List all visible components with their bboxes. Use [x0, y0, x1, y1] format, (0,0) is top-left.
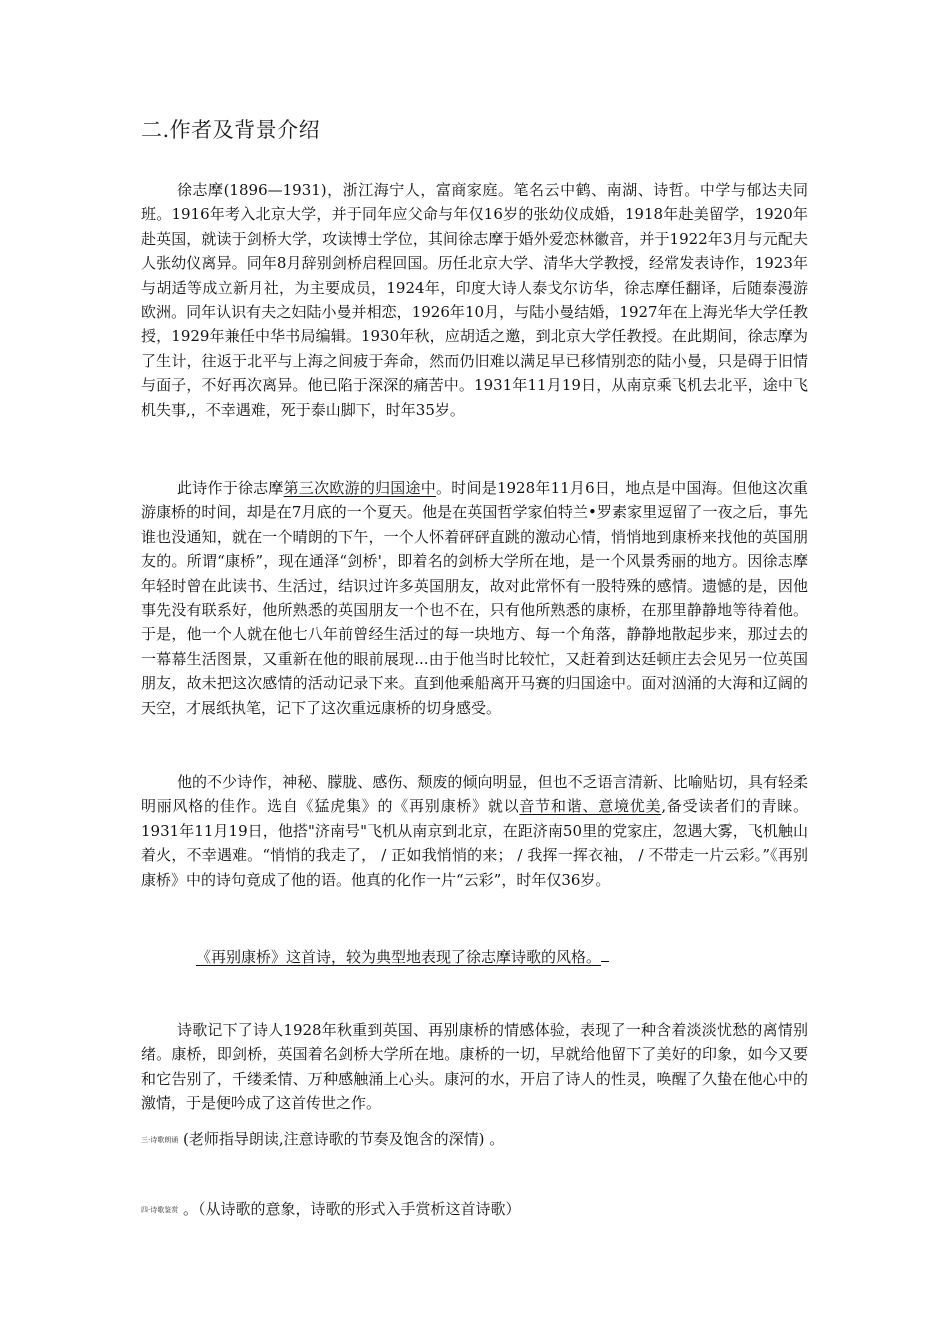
paragraph-poem-style-summary	[196, 945, 609, 969]
paragraph-text: 他的不少诗作，神秘、朦胧、感伤、颓废的倾向明显，但也不乏语言清新、比喻贴切，具有轻柔明丽风格的佳作。选自《猛虎集》的《再别康桥》就以	[141, 773, 808, 816]
section-heading-author-background: 二.作者及背景介绍	[141, 118, 321, 142]
underlined-phrase	[196, 948, 609, 966]
underline-tail	[601, 961, 609, 962]
paragraph-text: 《	[196, 948, 212, 966]
section-label: 三·诗歌朗诵	[141, 1136, 179, 1144]
paragraph-text: ,备受读者们的青睐。1931年11月19日，他搭"济南号"飞机从南京到北京，在距济南50里的党家庄，忽遇大雾，飞机触山着火，不幸遇难。“悄悄的我走了， / 正如我悄悄的来； / 我挥一挥衣袖， / 不带走一片云彩。”《再别康桥》中的诗句竟成了他的语。他真的化作一片“云彩”，时年仅36岁。	[141, 797, 808, 889]
section-instruction: 。（从诗歌的意象，诗歌的形式入手赏析这首诗歌）	[183, 1200, 521, 1218]
paragraph-text: 》这首诗，较为典型地表现了徐志摩诗歌的风格。	[271, 948, 602, 966]
section-poem-recitation	[141, 1127, 504, 1152]
section-poem-appreciation	[141, 1197, 521, 1222]
section-instruction: (老师指导朗读,注意诗歌的节奏及饱含的深情) 。	[183, 1130, 505, 1148]
paragraph-author-bio: 徐志摩(1896—1931)，浙江海宁人，富商家庭。笔名云中鹤、南湖、诗哲。中学与郁达夫同班。1916年考入北京大学，并于同年应父命与年仅16岁的张幼仪成婚，1918年赴美留学，1920年赴英国，就读于剑桥大学，攻读博士学位，其间徐志摩于婚外爱恋林徽音，并于1922年3月与元配夫人张幼仪离异。同年8月辞别剑桥启程回国。历任北京大学、清华大学教授，经常发表诗作，1923年与胡适等成立新月社，为主要成员，1924年，印度大诗人泰戈尔访华，徐志摩任翻译，后随泰漫游欧洲。同年认识有夫之妇陆小曼并相恋，1926年10月，与陆小曼结婚，1927年在上海光华大学任教授，1929年兼任中华书局编辑。1930年秋，应胡适之邀，到北京大学任教授。在此期间，徐志摩为了生计，往返于北平与上海之间疲于奔命，然而仍旧难以满足早已移情别恋的陆小曼，只是碍于旧情与面子，不好再次离异。他已陷于深深的痛苦中。1931年11月19日，从南京乘飞机去北平，途中飞机失事,，不幸遇难，死于泰山脚下，时年35岁。	[141, 181, 808, 419]
paragraph-poem-theme: 诗歌记下了诗人1928年秋重到英国、再别康桥的情感体验，表现了一种含着淡淡忧愁的离情别绪。康桥，即剑桥，英国着名剑桥大学所在地。康桥的一切，早就给他留下了美好的印象，如今又要和它告别了，千缕柔情、万种感触涌上心头。康河的水，开启了诗人的性灵，唤醒了久蛰在他心中的激情，于是便吟成了这首传世之作。	[141, 1021, 808, 1113]
paragraph-poet-style	[141, 770, 808, 892]
section-label: 四·诗歌鉴赏	[141, 1206, 179, 1214]
paragraph-text: 此诗作于徐志摩	[177, 479, 284, 497]
underlined-phrase: 音节和谐、意境优美	[519, 797, 662, 816]
underlined-phrase: 第三次欧游的归国途中	[283, 479, 437, 497]
paragraph-poem-background	[141, 476, 808, 720]
poem-title: 再别康桥	[211, 948, 272, 966]
paragraph-text: 。时间是1928年11月6日，地点是中国海。但他这次重游康桥的时间，却是在7月底的一个夏天。他是在英国哲学家伯特兰•罗素家里逗留了一夜之后，事先谁也没通知，就在一个晴朗的下午，一个人怀着砰砰直跳的激动心情，悄悄地到康桥来找他的英国朋友的。所谓“康桥”，现在通泽“剑桥'，即着名的剑桥大学所在地，是一个风景秀丽的地方。因徐志摩年轻时曾在此读书、生活过，结识过许多英国朋友，故对此常怀有一股特殊的感情。遗憾的是，因他事先没有联系好，他所熟悉的英国朋友一个也不在，只有他所熟悉的康桥，在那里静静地等待着他。于是，他一个人就在他七八年前曾经生活过的每一块地方、每一个角落，静静地散起步来，那过去的一幕幕生活图景，又重新在他的眼前展现...由于他当时比较忙，又赶着到达廷顿庄去会见另一位英国朋友，故未把这次感情的活动记录下来。直到他乘船离开马赛的归国途中。面对汹涌的大海和辽阔的天空，才展纸执笔，记下了这次重远康桥的切身感受。	[141, 479, 808, 717]
